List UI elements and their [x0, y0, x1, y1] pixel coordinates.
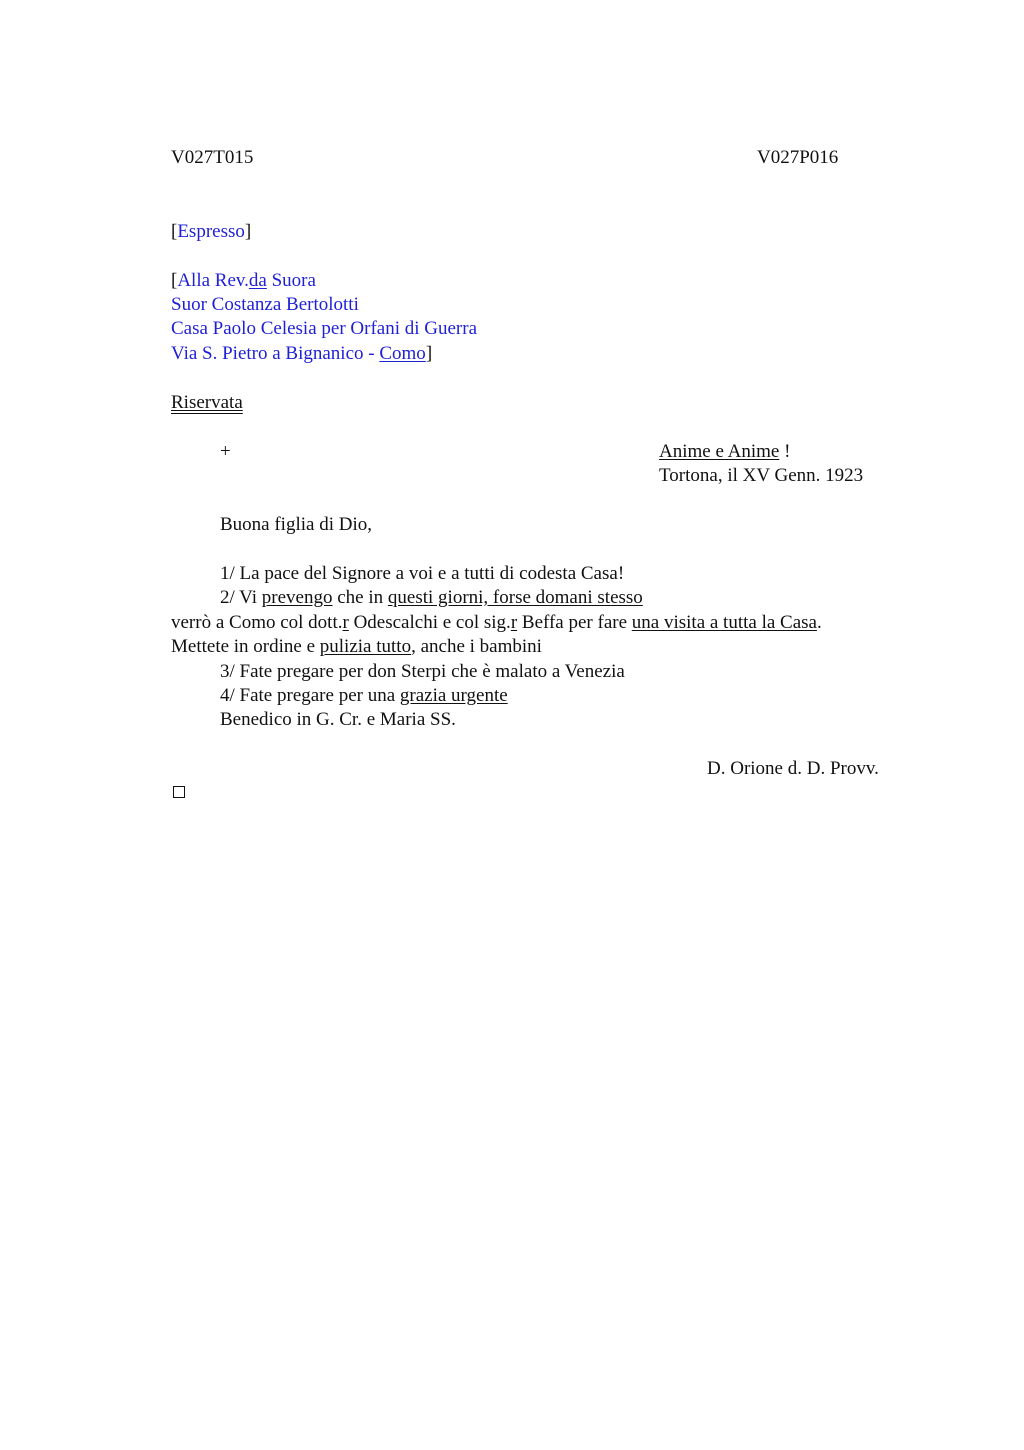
- espresso-label: Espresso: [177, 221, 245, 242]
- abbrev-superscript: r: [510, 612, 518, 633]
- address-street: Via S. Pietro a Bignanico -: [171, 343, 380, 364]
- espresso-note: [171, 221, 251, 243]
- bracket-open: [: [171, 221, 178, 242]
- blessing: Benedico in G. Cr. e Maria SS.: [220, 709, 456, 730]
- bracket-close: ]: [244, 221, 252, 242]
- motto-exclamation: !: [779, 441, 791, 462]
- address-rev: Alla Rev.: [177, 270, 249, 291]
- address-suora: Suora: [266, 270, 316, 291]
- underlined-cleaning: pulizia tutto: [319, 636, 412, 657]
- paragraph-2-line-2: [171, 612, 822, 634]
- text-span: Beffa per fare: [517, 612, 632, 633]
- underlined-timing: questi giorni, forse domani stesso: [387, 587, 643, 608]
- paragraph-4: [220, 685, 508, 707]
- address-line-2: Suor Costanza Bertolotti: [171, 294, 359, 315]
- cross-symbol: +: [220, 441, 231, 462]
- signature: D. Orione d. D. Provv.: [707, 758, 879, 779]
- end-square-icon: [173, 786, 185, 798]
- abbrev-superscript: r: [342, 612, 349, 633]
- address-line-4: [171, 343, 432, 365]
- text-span: che in: [332, 587, 388, 608]
- address-city: Como: [379, 343, 426, 364]
- salutation: Buona figlia di Dio,: [220, 514, 372, 535]
- motto-text: Anime e Anime: [659, 441, 780, 462]
- address-line-1: [171, 270, 316, 292]
- text-span: , anche i bambini: [411, 636, 542, 657]
- text-span: Odescalchi e col sig.: [348, 612, 511, 633]
- text-span: 2/ Vi: [220, 587, 262, 608]
- motto: [659, 441, 790, 463]
- address-line-3: Casa Paolo Celesia per Orfani di Guerra: [171, 318, 478, 339]
- bracket-open: [: [171, 270, 178, 291]
- riservata-label: Riservata: [171, 392, 243, 413]
- text-span: verrò a Como col dott.: [171, 612, 343, 633]
- underlined-prevengo: prevengo: [261, 587, 333, 608]
- address-rev-suffix: da: [248, 270, 267, 291]
- paragraph-3: 3/ Fate pregare per don Sterpi che è malato a Venezia: [220, 661, 625, 682]
- text-span: 4/ Fate pregare per una: [220, 685, 400, 706]
- paragraph-2-line-3: [171, 636, 542, 658]
- bracket-close: ]: [425, 343, 433, 364]
- underlined-grace: grazia urgente: [399, 685, 508, 706]
- text-span: .: [816, 612, 822, 633]
- paragraph-2-line-1: [220, 587, 643, 609]
- document-code-right: V027P016: [757, 147, 839, 168]
- text-span: Mettete in ordine e: [171, 636, 320, 657]
- underlined-visit: una visita a tutta la Casa: [631, 612, 817, 633]
- place-date: Tortona, il XV Genn. 1923: [659, 465, 864, 486]
- document-code-left: V027T015: [171, 147, 254, 168]
- paragraph-1: 1/ La pace del Signore a voi e a tutti di codesta Casa!: [220, 563, 625, 584]
